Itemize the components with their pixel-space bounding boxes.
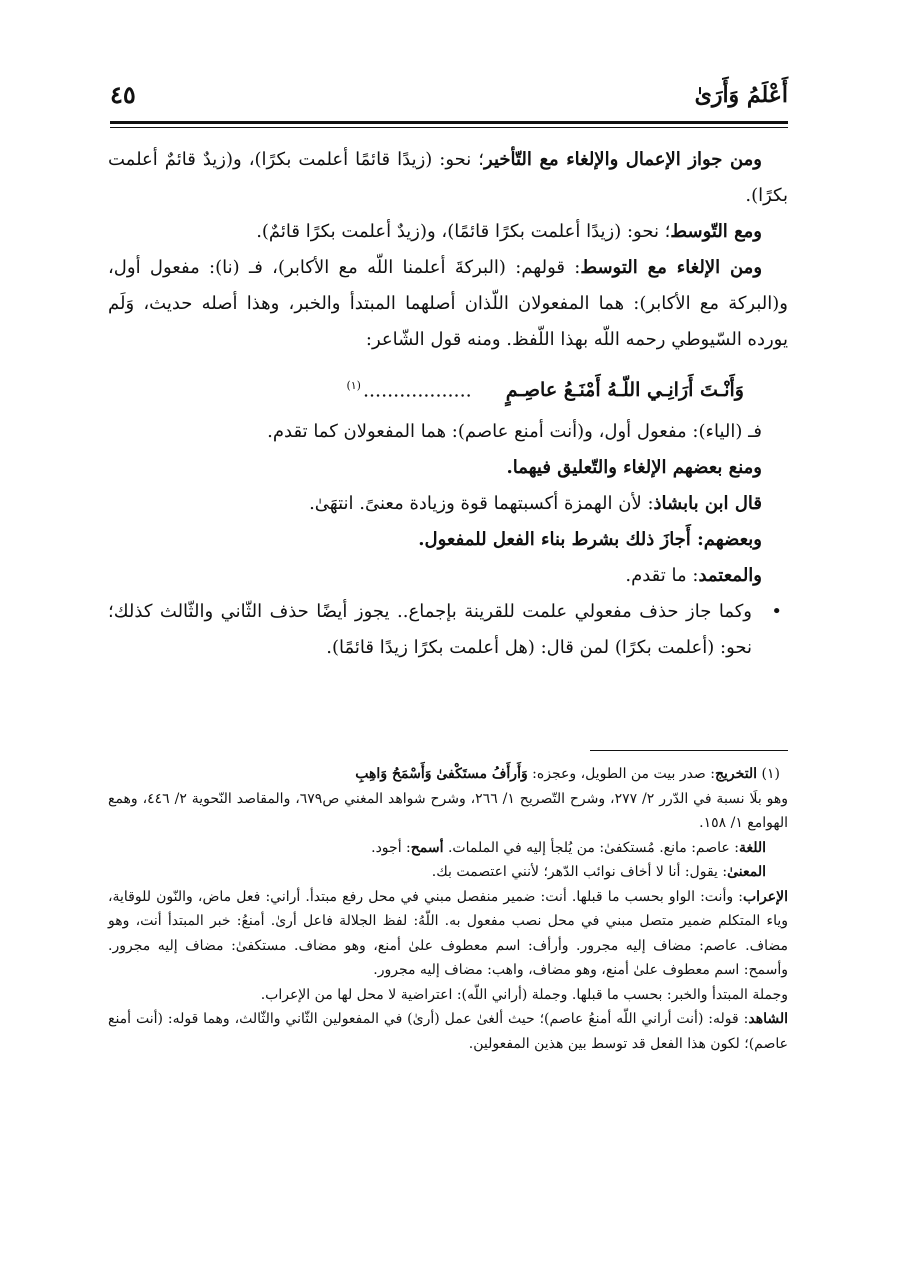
footnote-label: الإعراب xyxy=(742,888,788,905)
paragraph-prevent xyxy=(108,450,788,486)
footnote-label: اللغة xyxy=(738,839,766,856)
footnote-separator xyxy=(590,750,788,751)
footnote-label: المعنىٰ xyxy=(727,864,766,880)
paragraph-heading: ومع التّوسط xyxy=(670,221,762,242)
footnote-text: : أجود. xyxy=(371,839,411,856)
paragraph-some xyxy=(108,522,788,558)
paragraph-heading: والمعتمد xyxy=(698,565,762,587)
verse-ellipsis xyxy=(346,368,471,408)
paragraph-explanation: فـ (الياء): مفعول أول، و(أنت أمنع عاصم): هما المفعولان كما تقدم. xyxy=(267,421,762,443)
footnote-hemistich: وَأَرأَفُ مستَكْفىٰ وَأَسْمَحُ وَاهِبِ xyxy=(355,766,528,782)
footnote-irab xyxy=(108,885,788,983)
footnote-sentence: وجملة المبتدأ والخبر: بحسب ما قبلها. وجملة (أراني اللّه): اعتراضية لا محل لها من الإعراب. xyxy=(260,986,788,1003)
paragraph-text: ؛ نحو: (زيدًا أعلمت بكرًا قائمًا)، و(زيدٌ أعلمت بكرًا قائمٌ). xyxy=(256,221,671,242)
paragraph-text: ؛ نحو: (زيدًا قائمًا أعلمت بكرًا)، و(زيدٌ قائمٌ أعلمت بكرًا). xyxy=(108,149,788,206)
footnote-label: أسمح xyxy=(410,839,444,856)
main-text xyxy=(108,142,788,666)
footnote-text: : وأنت: الواو بحسب ما قبلها. أنت: ضمير منفصل مبني في محل رفع مبتدأ. أراني: فعل ماض، والنّون للوقاية، وياء المتكلم ضمير متصل مبني في محل نصب مفعول به. اللّهُ: لفظ الجلالة فاعل أرىٰ. أمنعُ: خبر المبتدأ أنت، وهو مضاف. عاصم: مضاف إليه مجرور. وأرأف: اسم معطوف علىٰ أمنع، وهو مضاف. مستكفىٰ: مضاف إليه مجرور. وأسمح: اسم معطوف علىٰ أمنع، وهو مضاف، واهب: مضاف إليه مجرور. xyxy=(108,888,788,978)
footnote-text: : يقول: أنا لا أخاف نوائب الدّهر؛ لأنني اعتصمت بك. xyxy=(431,864,728,880)
footnote-shahid xyxy=(108,1007,788,1056)
paragraph-heading: ومنع بعضهم الإلغاء والتّعليق فيهما. xyxy=(506,457,762,479)
paragraph-text: : ما تقدم. xyxy=(625,565,699,587)
paragraph-text: : لأن الهمزة أكسبتهما قوة وزيادة معنىً. انتهَىٰ. xyxy=(309,493,654,515)
paragraph-relied xyxy=(108,558,788,594)
footnote-takhrij xyxy=(108,762,788,787)
paragraph-ibn-babshadh xyxy=(108,486,788,522)
bullet-icon: • xyxy=(771,601,782,623)
header-rule-thin xyxy=(110,127,788,128)
footnote-text: : عاصم: مانع. مُستكفىٰ: من يُلجأ إليه في الملمات. xyxy=(443,839,739,856)
bullet-paragraph xyxy=(108,594,788,666)
poetry-verse xyxy=(108,368,788,408)
paragraph-middle xyxy=(108,214,788,250)
verse-dots: .................. xyxy=(362,379,472,402)
paragraph-cancel-middle xyxy=(108,250,788,358)
paragraph-text: : قولهم: (البركةَ أعلمنا اللّه مع الأكابر)، فـ (نا): مفعول أول، و(البركة مع الأكابر): هما المفعولان اللّذان أصلهما المبتدأ والخبر، وهذا أصله حديث، وَلَم يورده السّيوطي رحمه اللّه بهذا اللّفظ. ومنه قول الشّاعر: xyxy=(108,257,788,350)
header-rule-thick xyxy=(110,121,788,124)
paragraph-delay xyxy=(108,142,788,214)
footnote-label: الشاهد xyxy=(748,1011,788,1027)
footnote-meaning xyxy=(108,860,788,885)
running-title: أَعْلَمُ وَأَرَىٰ xyxy=(694,82,788,108)
paragraph-heading: ومن الإلغاء مع التوسط xyxy=(580,257,763,278)
footnote-marker[interactable]: (١) xyxy=(346,379,361,392)
verse-hemistich: وَأَنْـتَ أَرَانِـي اللّـهُ أَمْنَـعُ عاصِـمٍ xyxy=(505,379,744,402)
page-number: ٤٥ xyxy=(110,80,136,109)
footnote-sources: وهو بلَا نسبة في الدّرر ٢/ ٢٧٧، وشرح التّصريح ١/ ٢٦٦، وشرح شواهد المغني ص٦٧٩، والمقاصد النّحوية ٢/ ٤٤٦، وهمع الهوامع ١/ ١٥٨. xyxy=(108,790,788,831)
footnote-number: (١) xyxy=(761,766,780,782)
footnote-lugha xyxy=(108,836,788,861)
paragraph-heading: قال ابن بابشاذ xyxy=(653,493,762,515)
footnote-text: : صدر بيت من الطويل، وعجزه: xyxy=(527,766,715,782)
paragraph-heading: وبعضهم: أَجازَ ذلك بشرط بناء الفعل للمفعول. xyxy=(418,529,762,551)
paragraph-text: وكما جاز حذف مفعولي علمت للقرينة بإجماع.. يجوز أيضًا حذف الثّاني والثّالث كذلك؛ نحو: (أعلمت بكرًا) لمن قال: (هل أعلمت بكرًا زيدًا قائمًا). xyxy=(108,601,752,659)
paragraph-heading: ومن جواز الإعمال والإلغاء مع التّأخير xyxy=(484,149,763,170)
footnotes xyxy=(108,762,788,1056)
page-header xyxy=(110,80,788,120)
footnote-label: التخريج xyxy=(715,766,758,782)
footnote-text: : قوله: (أنت أراني اللّه أمنعُ عاصم)؛ حيث ألغىٰ عمل (أرىٰ) في المفعولين الثّاني والثّالث، وهما قوله: (أنت أمنع عاصم)؛ لكون هذا الفعل قد توسط بين هذين المفعولين. xyxy=(108,1011,788,1052)
